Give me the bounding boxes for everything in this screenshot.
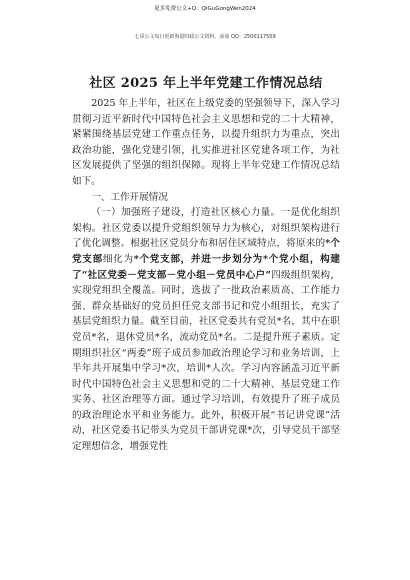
top-banner: 更多免费公文+Q：QiGuGongWen2024 [154, 6, 256, 12]
para-bold-text: *个党小组 [262, 253, 310, 265]
document-body [72, 76, 340, 455]
para-bold-text: *个党支部 [133, 253, 181, 265]
section-heading: 一、工作开展情况 [91, 191, 168, 203]
intro-paragraph: 2025 年上半年，社区在上级党委的坚强领导下，深入学习贯彻习近平新时代中国特色社会主义思想和党的二十大精神，紧紧围绕基层党建工作重点任务，以提升组织力为重点，突出政治功能，强化党建引领，扎实推进社区党建各项工作，为社区发展提供了坚强的组织保障。现将上半年党建工作情况总结如下。 [72, 98, 340, 187]
para-text: 四级组织架构，实现党组织全覆盖。同时，选拔了一批政治素质高、工作能力强、群众基础好的党员担任党支部书记和党小组组长，充实了基层党组织力量。截至目前，社区党委共有党员*名，其中在职党员*名，退休党员*名，流动党员*名。二是提升班子素质。定期组织社区“两委”班子成员参加政治理论学习和业务培训，上半年共开展集中学习*次，培训*人次。学习内容涵盖习近平新时代中国特色社会主义思想和党的二十大精神、基层党建工作实务、社区治理等方面。通过学习培训，有效提升了班子成员的政治理论水平和业务能力。此外，积极开展“书记讲党课”活动，社区党委书记带头为党员干部讲党课*次，引导党员干部坚定理想信念，增强党性 [72, 269, 340, 453]
para-bold-text: *个党支部 [72, 238, 340, 265]
section1-paragraph [72, 205, 340, 455]
para-text: ，构建了“社区党委－党支部－党小组－党员中心户” [72, 253, 341, 281]
para-text: （一）加强班子建设，打造社区核心力量。一是优化组织架构。社区党委以提升党组织领导力为核心，对组织架构进行了优化调整。根据社区党员分布和居住区域特点，将原来的 [72, 207, 340, 250]
para-bold-text: ，并进一步划分为 [180, 253, 263, 265]
header-note: 七哥公文每日更新海量时政公文资料，添加 QQ：2500117509 [134, 34, 276, 40]
document-title: 社区 2025 年上半年党建工作情况总结 [89, 76, 323, 91]
para-text: 细化为 [102, 253, 134, 265]
